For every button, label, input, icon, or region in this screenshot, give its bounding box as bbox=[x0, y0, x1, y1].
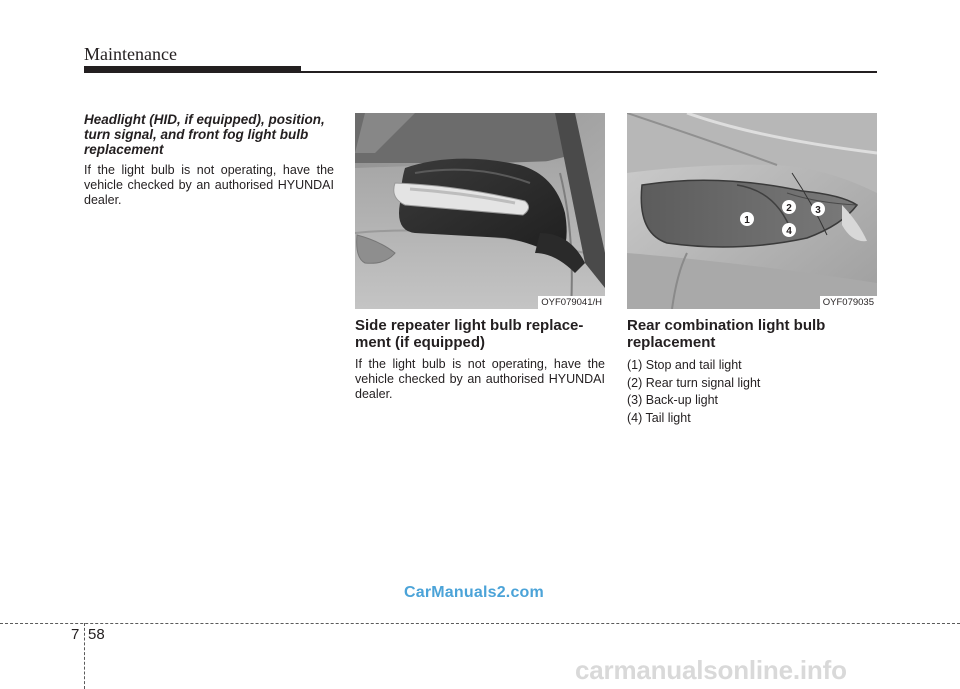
list-item: (1) Stop and tail light bbox=[627, 358, 742, 372]
figure-code: OYF079041/H bbox=[538, 296, 605, 309]
callout-3 bbox=[811, 202, 825, 216]
headlight-body: If the light bulb is not operating, have the vehicle checked by an authorised HYUNDAI dealer. bbox=[84, 163, 334, 207]
list-item: (2) Rear turn signal light bbox=[627, 375, 761, 390]
list-item: (3) Back-up light bbox=[627, 393, 719, 407]
callout-4 bbox=[782, 223, 796, 237]
svg-text:2: 2 bbox=[786, 203, 792, 214]
svg-text:3: 3 bbox=[815, 205, 821, 216]
section-title: Maintenance bbox=[84, 44, 177, 64]
column-headlight bbox=[84, 112, 334, 208]
figure-code: OYF079035 bbox=[820, 296, 877, 309]
column-rear-combination bbox=[627, 113, 877, 427]
side-mirror-illustration bbox=[355, 113, 605, 309]
svg-text:1: 1 bbox=[744, 215, 750, 226]
callout-1 bbox=[740, 212, 754, 226]
watermark-text: carmanualsonline.info bbox=[575, 655, 847, 685]
watermark-link[interactable]: CarManuals2.com bbox=[404, 584, 544, 601]
side-repeater-body: If the light bulb is not operating, have the vehicle checked by an authorised HYUNDAI dealer. bbox=[355, 357, 605, 401]
header-bar bbox=[84, 66, 301, 73]
bulb-list bbox=[627, 357, 877, 427]
chapter-number: 7 bbox=[71, 626, 80, 643]
side-repeater-heading: Side repeater light bulb replace-ment (if equipped) bbox=[355, 317, 584, 351]
page-number: 58 bbox=[88, 626, 105, 643]
headlight-subheading: Headlight (HID, if equipped), position, turn signal, and front fog light bulb replacement bbox=[84, 112, 325, 157]
footer-rule bbox=[0, 623, 960, 624]
list-item: (4) Tail light bbox=[627, 410, 691, 425]
rear-combination-heading: Rear combination light bulb replacement bbox=[627, 317, 826, 351]
rear-light-illustration bbox=[627, 113, 877, 309]
header-rule bbox=[301, 71, 877, 73]
svg-text:4: 4 bbox=[786, 226, 792, 237]
rear-light-figure bbox=[627, 113, 877, 309]
side-mirror-figure bbox=[355, 113, 605, 309]
footer-divider bbox=[84, 623, 85, 689]
column-side-repeater bbox=[355, 113, 605, 402]
callout-2 bbox=[782, 200, 796, 214]
